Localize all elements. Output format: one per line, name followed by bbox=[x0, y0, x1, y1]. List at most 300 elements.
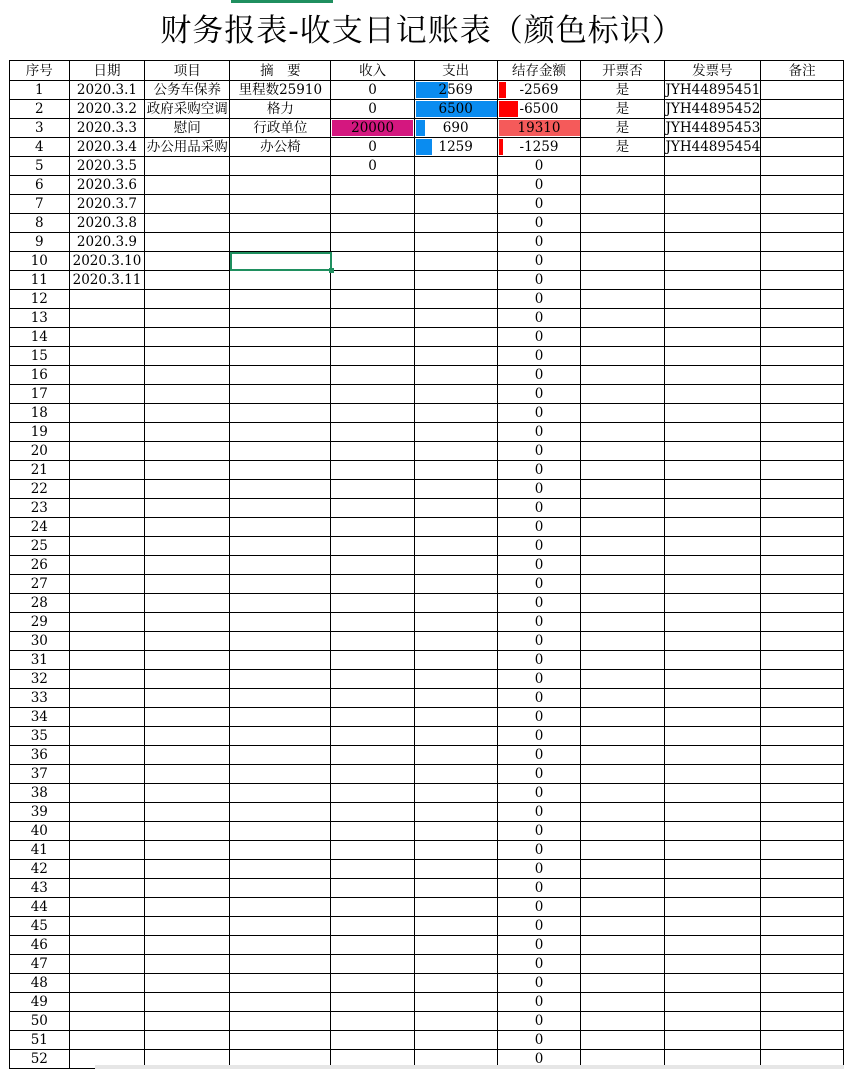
cell-index[interactable] bbox=[10, 499, 70, 518]
cell-invoice-no[interactable] bbox=[664, 974, 761, 993]
cell-item[interactable] bbox=[145, 480, 230, 499]
cell-invoiced[interactable] bbox=[581, 537, 664, 556]
cell-index[interactable] bbox=[10, 347, 70, 366]
cell-summary[interactable] bbox=[230, 575, 331, 594]
cell-date[interactable] bbox=[69, 917, 145, 936]
cell-index[interactable] bbox=[10, 138, 70, 157]
cell-invoice-no[interactable] bbox=[664, 841, 761, 860]
cell-invoice-no[interactable] bbox=[664, 727, 761, 746]
header-cell-invoiced[interactable]: 开票否 bbox=[581, 61, 664, 81]
cell-summary[interactable] bbox=[230, 993, 331, 1012]
cell-income[interactable] bbox=[331, 974, 414, 993]
cell-invoice-no[interactable] bbox=[664, 233, 761, 252]
cell-invoice-no[interactable] bbox=[664, 955, 761, 974]
cell-invoiced[interactable] bbox=[581, 271, 664, 290]
cell-remarks[interactable] bbox=[761, 898, 844, 917]
cell-date[interactable] bbox=[69, 784, 145, 803]
cell-balance[interactable] bbox=[497, 138, 581, 157]
cell-invoiced[interactable] bbox=[581, 328, 664, 347]
cell-date[interactable] bbox=[69, 689, 145, 708]
cell-index[interactable] bbox=[10, 195, 70, 214]
cell-invoice-no[interactable] bbox=[664, 119, 761, 138]
header-cell-summary[interactable]: 摘 要 bbox=[230, 61, 331, 81]
cell-index[interactable] bbox=[10, 1031, 70, 1050]
header-cell-balance[interactable]: 结存金额 bbox=[497, 61, 581, 81]
cell-index[interactable] bbox=[10, 917, 70, 936]
cell-date[interactable] bbox=[69, 936, 145, 955]
cell-item[interactable] bbox=[145, 784, 230, 803]
cell-income[interactable] bbox=[331, 746, 414, 765]
cell-income[interactable] bbox=[331, 499, 414, 518]
cell-expense[interactable] bbox=[414, 461, 497, 480]
cell-income[interactable] bbox=[331, 993, 414, 1012]
cell-invoice-no[interactable] bbox=[664, 1012, 761, 1031]
cell-summary[interactable] bbox=[230, 423, 331, 442]
cell-balance[interactable] bbox=[497, 461, 581, 480]
cell-date[interactable] bbox=[69, 974, 145, 993]
cell-income[interactable] bbox=[331, 632, 414, 651]
cell-balance[interactable] bbox=[497, 100, 581, 119]
cell-remarks[interactable] bbox=[761, 613, 844, 632]
horizontal-scrollbar[interactable] bbox=[95, 1065, 844, 1069]
cell-invoice-no[interactable] bbox=[664, 575, 761, 594]
cell-index[interactable] bbox=[10, 309, 70, 328]
cell-item[interactable] bbox=[145, 651, 230, 670]
cell-index[interactable] bbox=[10, 366, 70, 385]
cell-invoice-no[interactable] bbox=[664, 518, 761, 537]
cell-item[interactable] bbox=[145, 461, 230, 480]
cell-invoiced[interactable] bbox=[581, 689, 664, 708]
cell-summary[interactable] bbox=[230, 917, 331, 936]
cell-expense[interactable] bbox=[414, 290, 497, 309]
cell-summary[interactable] bbox=[230, 936, 331, 955]
cell-index[interactable] bbox=[10, 860, 70, 879]
cell-index[interactable] bbox=[10, 765, 70, 784]
cell-remarks[interactable] bbox=[761, 309, 844, 328]
cell-invoice-no[interactable] bbox=[664, 746, 761, 765]
cell-invoiced[interactable] bbox=[581, 157, 664, 176]
cell-item[interactable] bbox=[145, 195, 230, 214]
cell-invoiced[interactable] bbox=[581, 803, 664, 822]
cell-invoiced[interactable] bbox=[581, 556, 664, 575]
cell-item[interactable] bbox=[145, 81, 230, 100]
cell-invoiced[interactable] bbox=[581, 347, 664, 366]
cell-invoice-no[interactable] bbox=[664, 309, 761, 328]
cell-invoiced[interactable] bbox=[581, 1012, 664, 1031]
cell-index[interactable] bbox=[10, 461, 70, 480]
cell-item[interactable] bbox=[145, 974, 230, 993]
cell-invoiced[interactable] bbox=[581, 442, 664, 461]
cell-index[interactable] bbox=[10, 670, 70, 689]
cell-balance[interactable] bbox=[497, 290, 581, 309]
cell-expense[interactable] bbox=[414, 746, 497, 765]
cell-remarks[interactable] bbox=[761, 233, 844, 252]
cell-income[interactable] bbox=[331, 594, 414, 613]
cell-expense[interactable] bbox=[414, 879, 497, 898]
cell-expense[interactable] bbox=[414, 670, 497, 689]
cell-income[interactable] bbox=[331, 765, 414, 784]
cell-income[interactable] bbox=[331, 917, 414, 936]
cell-invoiced[interactable] bbox=[581, 708, 664, 727]
cell-index[interactable] bbox=[10, 974, 70, 993]
cell-invoiced[interactable] bbox=[581, 176, 664, 195]
cell-expense[interactable] bbox=[414, 594, 497, 613]
cell-item[interactable] bbox=[145, 632, 230, 651]
cell-summary[interactable] bbox=[230, 461, 331, 480]
cell-summary[interactable] bbox=[230, 727, 331, 746]
cell-invoiced[interactable] bbox=[581, 879, 664, 898]
cell-income[interactable] bbox=[331, 442, 414, 461]
cell-invoice-no[interactable] bbox=[664, 936, 761, 955]
cell-balance[interactable] bbox=[497, 480, 581, 499]
cell-invoiced[interactable] bbox=[581, 1031, 664, 1050]
cell-item[interactable] bbox=[145, 708, 230, 727]
cell-remarks[interactable] bbox=[761, 290, 844, 309]
cell-invoiced[interactable] bbox=[581, 784, 664, 803]
cell-remarks[interactable] bbox=[761, 594, 844, 613]
fill-handle[interactable] bbox=[329, 268, 334, 273]
cell-index[interactable] bbox=[10, 328, 70, 347]
cell-income[interactable] bbox=[331, 841, 414, 860]
cell-invoice-no[interactable] bbox=[664, 442, 761, 461]
cell-remarks[interactable] bbox=[761, 214, 844, 233]
cell-balance[interactable] bbox=[497, 727, 581, 746]
cell-expense[interactable] bbox=[414, 233, 497, 252]
cell-date[interactable] bbox=[69, 613, 145, 632]
cell-date[interactable] bbox=[69, 746, 145, 765]
cell-summary[interactable] bbox=[230, 290, 331, 309]
cell-expense[interactable] bbox=[414, 100, 497, 119]
cell-balance[interactable] bbox=[497, 81, 581, 100]
cell-item[interactable] bbox=[145, 556, 230, 575]
cell-expense[interactable] bbox=[414, 81, 497, 100]
cell-summary[interactable] bbox=[230, 214, 331, 233]
cell-item[interactable] bbox=[145, 385, 230, 404]
cell-summary[interactable] bbox=[230, 537, 331, 556]
cell-remarks[interactable] bbox=[761, 917, 844, 936]
cell-invoiced[interactable] bbox=[581, 461, 664, 480]
cell-index[interactable] bbox=[10, 119, 70, 138]
cell-income[interactable] bbox=[331, 423, 414, 442]
cell-item[interactable] bbox=[145, 347, 230, 366]
cell-balance[interactable] bbox=[497, 157, 581, 176]
cell-invoiced[interactable] bbox=[581, 366, 664, 385]
cell-index[interactable] bbox=[10, 176, 70, 195]
cell-date[interactable] bbox=[69, 556, 145, 575]
cell-summary[interactable] bbox=[230, 328, 331, 347]
cell-remarks[interactable] bbox=[761, 176, 844, 195]
cell-invoice-no[interactable] bbox=[664, 537, 761, 556]
cell-item[interactable] bbox=[145, 176, 230, 195]
cell-index[interactable] bbox=[10, 81, 70, 100]
cell-date[interactable] bbox=[69, 138, 145, 157]
cell-invoiced[interactable] bbox=[581, 100, 664, 119]
cell-income[interactable] bbox=[331, 784, 414, 803]
cell-remarks[interactable] bbox=[761, 765, 844, 784]
cell-index[interactable] bbox=[10, 575, 70, 594]
cell-expense[interactable] bbox=[414, 708, 497, 727]
cell-income[interactable] bbox=[331, 689, 414, 708]
cell-invoiced[interactable] bbox=[581, 993, 664, 1012]
cell-expense[interactable] bbox=[414, 936, 497, 955]
cell-item[interactable] bbox=[145, 309, 230, 328]
cell-summary[interactable] bbox=[230, 157, 331, 176]
cell-item[interactable] bbox=[145, 119, 230, 138]
cell-date[interactable] bbox=[69, 233, 145, 252]
cell-date[interactable] bbox=[69, 176, 145, 195]
cell-invoiced[interactable] bbox=[581, 898, 664, 917]
cell-summary[interactable] bbox=[230, 366, 331, 385]
cell-balance[interactable] bbox=[497, 841, 581, 860]
cell-balance[interactable] bbox=[497, 575, 581, 594]
cell-balance[interactable] bbox=[497, 119, 581, 138]
cell-balance[interactable] bbox=[497, 176, 581, 195]
cell-invoiced[interactable] bbox=[581, 860, 664, 879]
cell-balance[interactable] bbox=[497, 746, 581, 765]
cell-summary[interactable] bbox=[230, 841, 331, 860]
cell-index[interactable] bbox=[10, 556, 70, 575]
cell-income[interactable] bbox=[331, 214, 414, 233]
cell-expense[interactable] bbox=[414, 822, 497, 841]
cell-remarks[interactable] bbox=[761, 784, 844, 803]
cell-income[interactable] bbox=[331, 518, 414, 537]
cell-balance[interactable] bbox=[497, 423, 581, 442]
cell-invoice-no[interactable] bbox=[664, 271, 761, 290]
cell-income[interactable] bbox=[331, 556, 414, 575]
cell-summary[interactable] bbox=[230, 765, 331, 784]
cell-summary[interactable] bbox=[230, 955, 331, 974]
cell-index[interactable] bbox=[10, 936, 70, 955]
cell-income[interactable] bbox=[331, 366, 414, 385]
header-cell-item[interactable]: 项目 bbox=[145, 61, 230, 81]
cell-invoice-no[interactable] bbox=[664, 81, 761, 100]
cell-expense[interactable] bbox=[414, 328, 497, 347]
cell-date[interactable] bbox=[69, 537, 145, 556]
cell-summary[interactable] bbox=[230, 347, 331, 366]
cell-index[interactable] bbox=[10, 613, 70, 632]
cell-remarks[interactable] bbox=[761, 480, 844, 499]
cell-invoice-no[interactable] bbox=[664, 898, 761, 917]
cell-balance[interactable] bbox=[497, 347, 581, 366]
cell-index[interactable] bbox=[10, 727, 70, 746]
cell-invoice-no[interactable] bbox=[664, 499, 761, 518]
cell-index[interactable] bbox=[10, 518, 70, 537]
cell-expense[interactable] bbox=[414, 157, 497, 176]
cell-income[interactable] bbox=[331, 138, 414, 157]
cell-summary[interactable] bbox=[230, 708, 331, 727]
cell-invoice-no[interactable] bbox=[664, 879, 761, 898]
cell-date[interactable] bbox=[69, 898, 145, 917]
cell-summary[interactable] bbox=[230, 974, 331, 993]
cell-remarks[interactable] bbox=[761, 461, 844, 480]
cell-remarks[interactable] bbox=[761, 860, 844, 879]
cell-index[interactable] bbox=[10, 233, 70, 252]
cell-remarks[interactable] bbox=[761, 955, 844, 974]
cell-date[interactable] bbox=[69, 803, 145, 822]
cell-index[interactable] bbox=[10, 784, 70, 803]
cell-balance[interactable] bbox=[497, 689, 581, 708]
cell-balance[interactable] bbox=[497, 556, 581, 575]
cell-expense[interactable] bbox=[414, 195, 497, 214]
cell-balance[interactable] bbox=[497, 898, 581, 917]
cell-date[interactable] bbox=[69, 879, 145, 898]
cell-expense[interactable] bbox=[414, 898, 497, 917]
cell-remarks[interactable] bbox=[761, 708, 844, 727]
cell-invoice-no[interactable] bbox=[664, 214, 761, 233]
cell-balance[interactable] bbox=[497, 708, 581, 727]
cell-income[interactable] bbox=[331, 157, 414, 176]
cell-invoiced[interactable] bbox=[581, 727, 664, 746]
cell-item[interactable] bbox=[145, 955, 230, 974]
cell-income[interactable] bbox=[331, 81, 414, 100]
cell-date[interactable] bbox=[69, 708, 145, 727]
cell-expense[interactable] bbox=[414, 955, 497, 974]
cell-date[interactable] bbox=[69, 993, 145, 1012]
cell-summary[interactable] bbox=[230, 613, 331, 632]
cell-income[interactable] bbox=[331, 328, 414, 347]
cell-index[interactable] bbox=[10, 651, 70, 670]
cell-item[interactable] bbox=[145, 100, 230, 119]
cell-remarks[interactable] bbox=[761, 138, 844, 157]
cell-balance[interactable] bbox=[497, 1012, 581, 1031]
cell-income[interactable] bbox=[331, 271, 414, 290]
cell-remarks[interactable] bbox=[761, 993, 844, 1012]
cell-date[interactable] bbox=[69, 841, 145, 860]
cell-summary[interactable] bbox=[230, 499, 331, 518]
cell-balance[interactable] bbox=[497, 860, 581, 879]
cell-invoiced[interactable] bbox=[581, 309, 664, 328]
cell-summary[interactable] bbox=[230, 594, 331, 613]
cell-summary[interactable] bbox=[230, 100, 331, 119]
cell-remarks[interactable] bbox=[761, 879, 844, 898]
cell-expense[interactable] bbox=[414, 366, 497, 385]
cell-remarks[interactable] bbox=[761, 195, 844, 214]
cell-income[interactable] bbox=[331, 290, 414, 309]
cell-invoiced[interactable] bbox=[581, 214, 664, 233]
cell-balance[interactable] bbox=[497, 385, 581, 404]
cell-summary[interactable] bbox=[230, 271, 331, 290]
cell-summary[interactable] bbox=[230, 898, 331, 917]
cell-item[interactable] bbox=[145, 822, 230, 841]
cell-date[interactable] bbox=[69, 100, 145, 119]
cell-summary[interactable] bbox=[230, 746, 331, 765]
cell-invoiced[interactable] bbox=[581, 252, 664, 271]
cell-index[interactable] bbox=[10, 632, 70, 651]
cell-summary[interactable] bbox=[230, 689, 331, 708]
cell-summary[interactable] bbox=[230, 442, 331, 461]
cell-remarks[interactable] bbox=[761, 271, 844, 290]
cell-invoice-no[interactable] bbox=[664, 138, 761, 157]
cell-date[interactable] bbox=[69, 480, 145, 499]
cell-invoice-no[interactable] bbox=[664, 708, 761, 727]
cell-income[interactable] bbox=[331, 1031, 414, 1050]
cell-expense[interactable] bbox=[414, 1012, 497, 1031]
cell-invoiced[interactable] bbox=[581, 575, 664, 594]
header-cell-index[interactable]: 序号 bbox=[10, 61, 70, 81]
cell-balance[interactable] bbox=[497, 195, 581, 214]
cell-invoiced[interactable] bbox=[581, 499, 664, 518]
cell-summary[interactable] bbox=[230, 556, 331, 575]
cell-index[interactable] bbox=[10, 214, 70, 233]
cell-remarks[interactable] bbox=[761, 366, 844, 385]
cell-expense[interactable] bbox=[414, 860, 497, 879]
cell-summary[interactable] bbox=[230, 119, 331, 138]
cell-index[interactable] bbox=[10, 385, 70, 404]
cell-remarks[interactable] bbox=[761, 727, 844, 746]
cell-expense[interactable] bbox=[414, 689, 497, 708]
cell-invoiced[interactable] bbox=[581, 480, 664, 499]
cell-remarks[interactable] bbox=[761, 81, 844, 100]
cell-invoice-no[interactable] bbox=[664, 613, 761, 632]
cell-item[interactable] bbox=[145, 499, 230, 518]
cell-index[interactable] bbox=[10, 290, 70, 309]
cell-balance[interactable] bbox=[497, 404, 581, 423]
cell-invoiced[interactable] bbox=[581, 138, 664, 157]
cell-index[interactable] bbox=[10, 1050, 70, 1069]
cell-date[interactable] bbox=[69, 822, 145, 841]
cell-item[interactable] bbox=[145, 233, 230, 252]
cell-item[interactable] bbox=[145, 689, 230, 708]
cell-income[interactable] bbox=[331, 898, 414, 917]
cell-item[interactable] bbox=[145, 157, 230, 176]
cell-balance[interactable] bbox=[497, 651, 581, 670]
cell-income[interactable] bbox=[331, 955, 414, 974]
cell-invoice-no[interactable] bbox=[664, 917, 761, 936]
cell-remarks[interactable] bbox=[761, 556, 844, 575]
cell-item[interactable] bbox=[145, 879, 230, 898]
cell-balance[interactable] bbox=[497, 214, 581, 233]
cell-item[interactable] bbox=[145, 841, 230, 860]
cell-income[interactable] bbox=[331, 803, 414, 822]
cell-date[interactable] bbox=[69, 328, 145, 347]
cell-index[interactable] bbox=[10, 537, 70, 556]
cell-income[interactable] bbox=[331, 461, 414, 480]
cell-date[interactable] bbox=[69, 727, 145, 746]
cell-balance[interactable] bbox=[497, 613, 581, 632]
cell-invoiced[interactable] bbox=[581, 822, 664, 841]
cell-remarks[interactable] bbox=[761, 100, 844, 119]
cell-expense[interactable] bbox=[414, 537, 497, 556]
cell-remarks[interactable] bbox=[761, 537, 844, 556]
cell-date[interactable] bbox=[69, 81, 145, 100]
cell-expense[interactable] bbox=[414, 841, 497, 860]
cell-remarks[interactable] bbox=[761, 518, 844, 537]
cell-summary[interactable] bbox=[230, 81, 331, 100]
cell-income[interactable] bbox=[331, 233, 414, 252]
cell-balance[interactable] bbox=[497, 594, 581, 613]
cell-income[interactable] bbox=[331, 309, 414, 328]
cell-expense[interactable] bbox=[414, 309, 497, 328]
cell-item[interactable] bbox=[145, 670, 230, 689]
cell-income[interactable] bbox=[331, 708, 414, 727]
cell-balance[interactable] bbox=[497, 366, 581, 385]
cell-date[interactable] bbox=[69, 195, 145, 214]
cell-expense[interactable] bbox=[414, 119, 497, 138]
cell-index[interactable] bbox=[10, 746, 70, 765]
cell-index[interactable] bbox=[10, 822, 70, 841]
cell-invoice-no[interactable] bbox=[664, 347, 761, 366]
cell-date[interactable] bbox=[69, 442, 145, 461]
cell-income[interactable] bbox=[331, 195, 414, 214]
cell-expense[interactable] bbox=[414, 499, 497, 518]
cell-date[interactable] bbox=[69, 1031, 145, 1050]
cell-invoiced[interactable] bbox=[581, 594, 664, 613]
cell-invoice-no[interactable] bbox=[664, 100, 761, 119]
cell-remarks[interactable] bbox=[761, 442, 844, 461]
cell-invoiced[interactable] bbox=[581, 81, 664, 100]
cell-index[interactable] bbox=[10, 252, 70, 271]
cell-remarks[interactable] bbox=[761, 803, 844, 822]
